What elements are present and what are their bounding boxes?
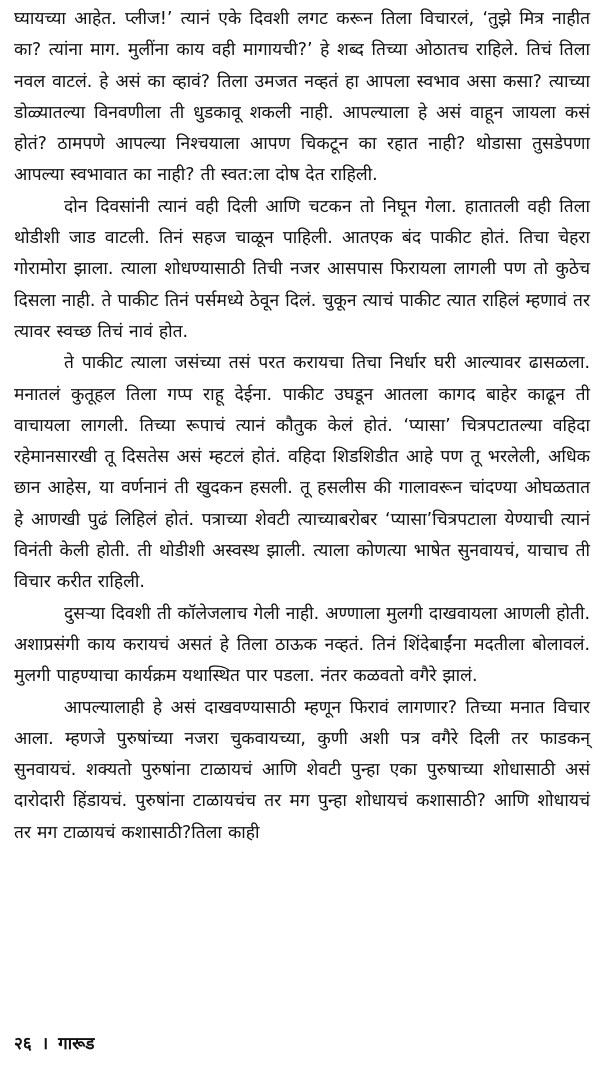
book-page	[14, 0, 590, 1072]
book-title: गारूड	[58, 1034, 95, 1054]
page-number: २६	[14, 1034, 32, 1054]
footer-separator: ।	[41, 1034, 49, 1054]
paragraph-5: आपल्यालाही हे असं दाखवण्यासाठी म्हणून फिरावं लागणार? तिच्या मनात विचार आला. म्हणजे पुरुषांच्या नजरा चुकवायच्या, कुणी अशी पत्र वगैरे दिली तर फाडकन् सुनवायचं. शक्यतो पुरुषांना टाळायचं आणि शेवटी पुन्हा एका पुरुषाच्या शोधासाठी असं दारोदारी हिंडायचं. पुरुषांना टाळायचंच तर मग पुन्हा शोधायचं कशासाठी? आणि शोधायचं तर मग टाळायचं कशासाठी?तिला काही	[14, 697, 590, 843]
paragraph-1: घ्यायच्या आहेत. प्लीज!’ त्यानं एके दिवशी लगट करून तिला विचारलं, ‘तुझे मित्र नाहीत का? त्यांना माग. मुलींना काय वही मागायची?’ हे शब्द तिच्या ओठातच राहिले. तिचं तिला नवल वाटलं. हे असं का व्हावं? तिला उमजत नव्हतं हा आपला स्वभाव असा कसा? त्याच्या डोळ्यातल्या विनवणीला ती धुडकावू शकली नाही. आपल्याला हे असं वाहून जायला कसं होतं? ठामपणे आपल्या निश्चयाला आपण चिकटून का रहात नाही? थोडासा तुसडेपणा आपल्या स्वभावात का नाही? ती स्वत:ला दोष देत राहिली.	[14, 9, 590, 186]
page-footer	[14, 1030, 94, 1058]
paragraph-4: दुसऱ्या दिवशी ती कॉलेजलाच गेली नाही. अण्णाला मुलगी दाखवायला आणली होती. अशाप्रसंगी काय करायचं असतं हे तिला ठाऊक नव्हतं. तिनं शिंदेबाईंना मदतीला बोलावलं. मुलगी पाहण्याचा कार्यक्रम यथास्थित पार पडला. नंतर कळवतो वगैरे झालं.	[14, 603, 590, 687]
paragraph-3: ते पाकीट त्याला जसंच्या तसं परत करायचा तिचा निर्धार घरी आल्यावर ढासळला. मनातलं कुतूहल तिला गप्प राहू देईना. पाकीट उघडून आतला कागद बाहेर काढून ती वाचायला लागली. तिच्या रूपाचं त्यानं कौतुक केलं होतं. ‘प्यासा’ चित्रपटातल्या वहिदा रहेमानसारखी तू दिसतेस असं म्हटलं होतं. वहिदा शिडशिडीत आहे पण तू भरलेली, अधिक छान आहेस, या वर्णनानं ती खुदकन हसली. तू हसलीस की गालावरून चांदण्या ओघळतात हे आणखी पुढं लिहिलं होतं. पत्राच्या शेवटी त्याच्याबरोबर ‘प्यासा’चित्रपटाला येण्याची त्यानं विनंती केली होती. ती थोडीशी अस्वस्थ झाली. त्याला कोणत्या भाषेत सुनवायचं, याचाच ती विचार करीत राहिली.	[14, 353, 590, 593]
page-text-body	[14, 4, 590, 849]
paragraph-2: दोन दिवसांनी त्यानं वही दिली आणि चटकन तो निघून गेला. हातातली वही तिला थोडीशी जाड वाटली. तिनं सहज चाळून पाहिली. आतएक बंद पाकीट होतं. तिचा चेहरा गोरामोरा झाला. त्याला शोधण्यासाठी तिची नजर आसपास फिरायला लागली पण तो कुठेच दिसला नाही. ते पाकीट तिनं पर्समध्ये ठेवून दिलं. चुकून त्याचं पाकीट त्यात राहिलं म्हणावं तर त्यावर स्वच्छ तिचं नावं होत.	[14, 196, 590, 342]
